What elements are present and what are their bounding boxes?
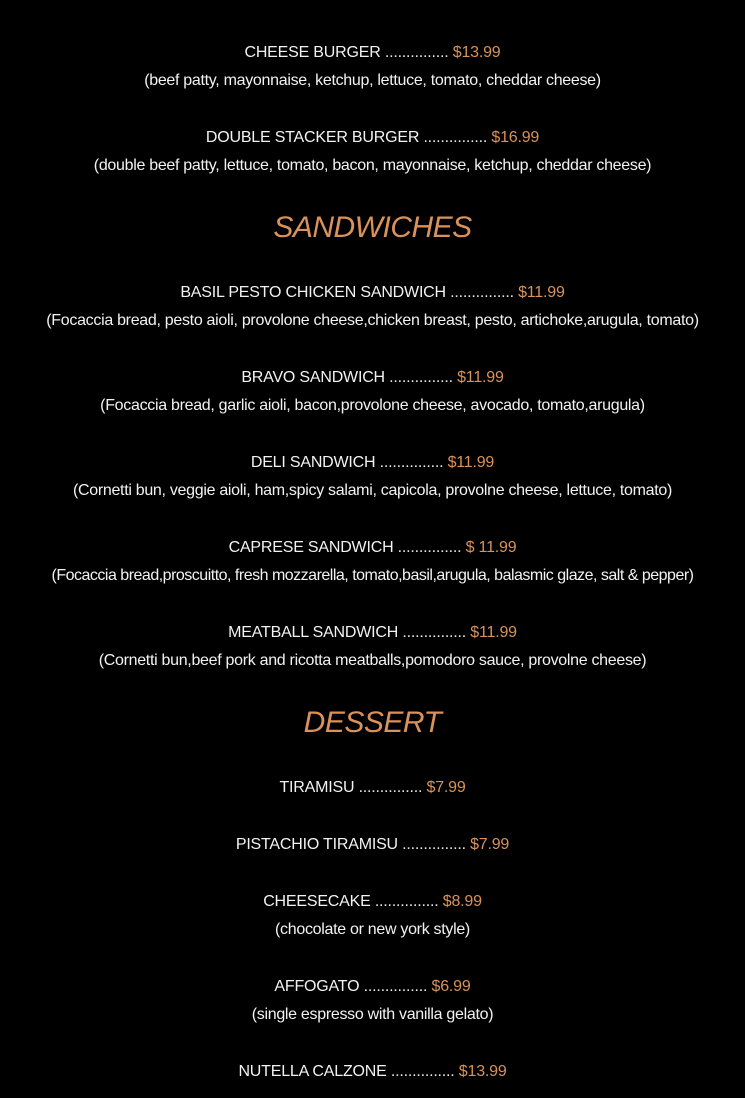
item-description: (Cornetti bun,beef pork and ricotta meatballs,pomodoro sauce, provolne cheese) [98,652,647,669]
menu-item-nutella-calzone [0,1062,745,1082]
item-dots: ............... [384,44,449,61]
item-dots: ............... [450,284,514,301]
item-price: $11.99 [518,284,565,301]
item-description: (single espresso with vanilla gelato) [251,1006,494,1023]
item-name: BRAVO SANDWICH [241,369,385,386]
item-description: (chocolate or new york style) [275,921,470,938]
item-dots: ............... [363,978,428,995]
item-price: $6.99 [431,978,471,995]
item-name: NUTELLA CALZONE [238,1063,387,1080]
item-name: AFFOGATO [274,978,360,995]
item-price: $13.99 [458,1063,507,1080]
item-name: BASIL PESTO CHICKEN SANDWICH [180,284,446,301]
item-price: $7.99 [426,779,466,796]
item-description: (Focaccia bread, pesto aioli, provolone cheese,chicken breast, pesto, artichoke,arugula, tomato) [46,312,699,329]
item-price: $8.99 [442,893,482,910]
item-dots: ............... [358,779,423,796]
item-dots: ............... [397,539,462,556]
item-dots: ............... [379,454,444,471]
menu-item-tiramisu [0,778,745,798]
menu-item-cheese-burger [0,43,745,63]
item-name: CHEESECAKE [263,893,371,910]
item-name: MEATBALL SANDWICH [228,624,399,641]
item-price: $13.99 [452,44,501,61]
item-name: TIRAMISU [279,779,355,796]
item-description: (Cornetti bun, veggie aioli, ham,spicy salami, capicola, provolne cheese, lettuce, tomato) [72,482,673,499]
item-name: DOUBLE STACKER BURGER [205,129,420,146]
item-description: (Focaccia bread, garlic aioli, bacon,provolone cheese, avocado, tomato,arugula) [100,397,645,414]
item-price: $16.99 [491,129,540,146]
menu-item-cheesecake [0,892,745,912]
menu-item-caprese-sandwich [0,538,745,558]
item-dots: ............... [402,624,467,641]
item-dots: ............... [423,129,488,146]
item-name: CAPRESE SANDWICH [228,539,394,556]
item-price: $ 11.99 [465,539,517,556]
menu-item-meatball-sandwich [0,623,745,643]
menu-item-pistachio-tiramisu [0,835,745,855]
menu-item-bravo-sandwich [0,368,745,388]
item-price: $11.99 [457,369,504,386]
item-name: DELI SANDWICH [250,454,376,471]
item-description: (beef patty, mayonnaise, ketchup, lettuce, tomato, cheddar cheese) [144,72,601,89]
menu-item-basil-pesto-chicken-sandwich [0,283,745,303]
item-dots: ............... [402,836,466,853]
item-dots: ............... [374,893,439,910]
item-name: CHEESE BURGER [244,44,381,61]
menu-item-deli-sandwich [0,453,745,473]
item-price: $11.99 [447,454,495,471]
item-price: $7.99 [470,836,510,853]
item-name: PISTACHIO TIRAMISU [235,836,398,853]
item-description: (double beef patty, lettuce, tomato, bacon, mayonnaise, ketchup, cheddar cheese) [93,157,652,174]
item-dots: ............... [390,1063,455,1080]
item-dots: ............... [389,369,453,386]
item-description: (Focaccia bread,proscuitto, fresh mozzarella, tomato,basil,arugula, balasmic glaze, salt & pepper) [51,567,694,584]
section-title-sandwiches: SANDWICHES [273,211,472,244]
section-title-dessert: DESSERT [303,706,442,739]
item-price: $11.99 [470,624,517,641]
menu-item-double-stacker-burger [0,128,745,148]
menu-item-affogato [0,977,745,997]
